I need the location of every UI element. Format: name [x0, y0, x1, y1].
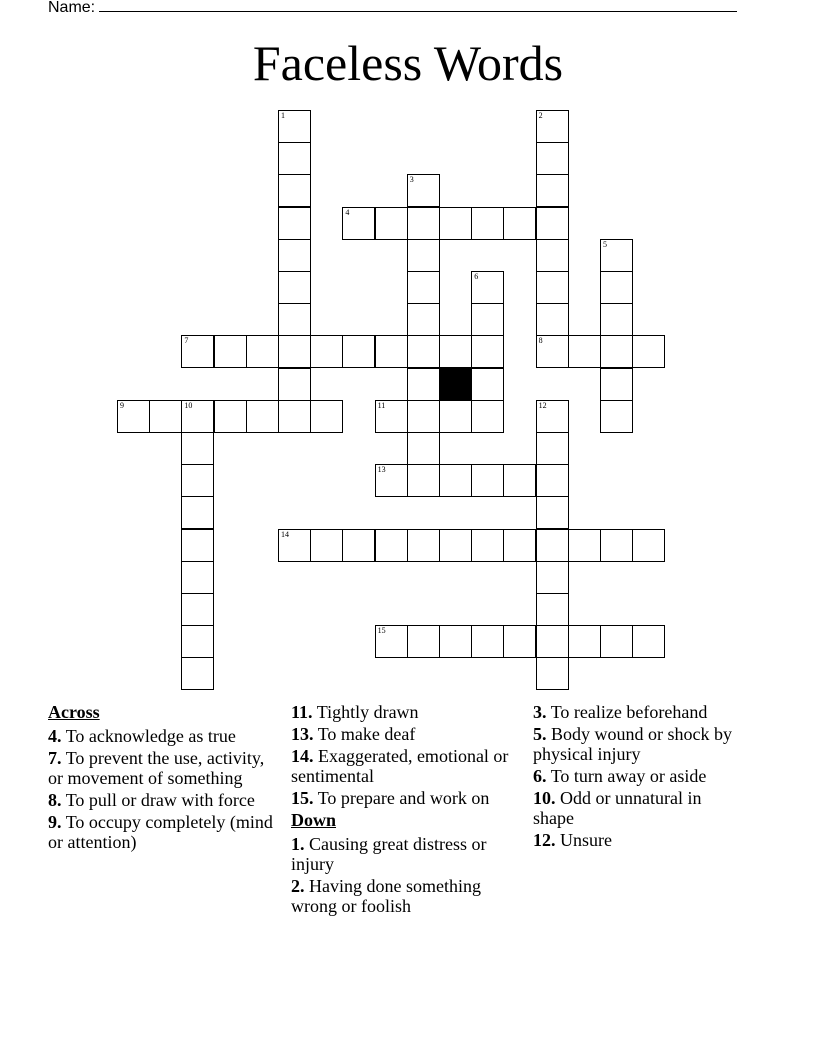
grid-cell[interactable] — [278, 142, 311, 175]
clue-across-8: 8. To pull or draw with force — [48, 790, 255, 810]
grid-cell[interactable] — [310, 335, 343, 368]
grid-cell[interactable] — [278, 335, 311, 368]
grid-cell[interactable] — [278, 529, 311, 562]
grid-cell[interactable] — [342, 529, 375, 562]
grid-cell[interactable] — [407, 529, 440, 562]
grid-cell[interactable] — [181, 657, 214, 690]
grid-cell[interactable] — [278, 271, 311, 304]
grid-cell[interactable] — [375, 400, 408, 433]
grid-cell[interactable] — [214, 400, 247, 433]
grid-cell[interactable] — [214, 335, 247, 368]
grid-cell[interactable] — [278, 174, 311, 207]
grid-cell[interactable] — [181, 593, 214, 626]
grid-cell[interactable] — [407, 271, 440, 304]
grid-cell[interactable] — [310, 529, 343, 562]
grid-cell[interactable] — [181, 561, 214, 594]
grid-cell[interactable] — [632, 529, 665, 562]
grid-cell[interactable] — [503, 529, 536, 562]
clue-number: 5 — [603, 239, 607, 249]
across-heading: Across — [48, 702, 100, 722]
grid-cell[interactable] — [471, 625, 504, 658]
clue-across-9: 9. To occupy completely (mind or attention) — [48, 812, 273, 852]
grid-cell[interactable] — [278, 368, 311, 401]
grid-cell[interactable] — [536, 529, 569, 562]
clues-column-2 — [291, 702, 527, 918]
grid-cell[interactable] — [278, 207, 311, 240]
grid-cell[interactable] — [407, 174, 440, 207]
grid-cell[interactable] — [632, 335, 665, 368]
grid-cell[interactable] — [600, 303, 633, 336]
grid-cell[interactable] — [181, 335, 214, 368]
grid-cell[interactable] — [600, 271, 633, 304]
clues-column-1 — [48, 702, 278, 854]
grid-cell[interactable] — [600, 335, 633, 368]
grid-cell[interactable] — [375, 625, 408, 658]
grid-cell[interactable] — [536, 593, 569, 626]
grid-cell[interactable] — [536, 657, 569, 690]
clue-number: 11 — [377, 400, 386, 410]
grid-cell[interactable] — [536, 239, 569, 272]
grid-cell[interactable] — [471, 400, 504, 433]
grid-cell[interactable] — [471, 529, 504, 562]
grid-cell[interactable] — [471, 368, 504, 401]
clue-down-3: 3. To realize beforehand — [533, 702, 708, 722]
black-square — [439, 368, 472, 401]
grid-cell[interactable] — [407, 400, 440, 433]
clue-number: 2 — [538, 111, 543, 120]
clue-number: 4 — [345, 207, 350, 217]
grid-cell[interactable] — [181, 496, 214, 529]
grid-cell[interactable] — [503, 207, 536, 240]
grid-cell[interactable] — [600, 625, 633, 658]
grid-cell[interactable] — [536, 496, 569, 529]
grid-cell[interactable] — [536, 464, 569, 497]
clue-down-5: 5. Body wound or shock by physical injury — [533, 724, 732, 764]
clues-column-3 — [533, 702, 743, 852]
grid-cell[interactable] — [278, 110, 311, 143]
grid-cell[interactable] — [407, 207, 440, 240]
grid-cell[interactable] — [439, 400, 472, 433]
grid-cell[interactable] — [536, 142, 569, 175]
clue-number: 7 — [184, 336, 189, 346]
grid-cell[interactable] — [536, 400, 569, 433]
clue-number: 9 — [120, 400, 124, 410]
grid-cell[interactable] — [536, 110, 569, 143]
clue-across-13: 13. To make deaf — [291, 724, 416, 744]
clue-number: 15 — [377, 626, 386, 636]
grid-cell[interactable] — [568, 625, 601, 658]
grid-cell[interactable] — [600, 400, 633, 433]
grid-cell[interactable] — [439, 529, 472, 562]
grid-cell[interactable] — [600, 529, 633, 562]
grid-cell[interactable] — [536, 561, 569, 594]
clue-across-7: 7. To prevent the use, activity, or movement of something — [48, 748, 265, 788]
grid-cell[interactable] — [375, 207, 408, 240]
grid-cell[interactable] — [568, 335, 601, 368]
clue-down-6: 6. To turn away or aside — [533, 766, 707, 786]
grid-cell[interactable] — [536, 271, 569, 304]
grid-cell[interactable] — [536, 207, 569, 240]
clue-number: 1 — [281, 111, 285, 120]
grid-cell[interactable] — [407, 464, 440, 497]
grid-cell[interactable] — [246, 400, 279, 433]
grid-cell[interactable] — [600, 368, 633, 401]
down-heading: Down — [291, 810, 337, 830]
clue-number: 8 — [538, 336, 543, 346]
grid-cell[interactable] — [375, 529, 408, 562]
clue-down-2: 2. Having done something wrong or foolish — [291, 876, 481, 916]
grid-cell[interactable] — [536, 174, 569, 207]
grid-cell[interactable] — [471, 303, 504, 336]
grid-cell[interactable] — [471, 464, 504, 497]
grid-cell[interactable] — [181, 400, 214, 433]
grid-cell[interactable] — [375, 335, 408, 368]
grid-cell[interactable] — [632, 625, 665, 658]
clue-number: 14 — [281, 529, 289, 539]
grid-cell[interactable] — [407, 432, 440, 465]
clue-number: 12 — [538, 400, 547, 410]
grid-cell[interactable] — [407, 239, 440, 272]
clue-across-11: 11. Tightly drawn — [291, 702, 419, 722]
grid-cell[interactable] — [471, 271, 504, 304]
grid-cell[interactable] — [503, 464, 536, 497]
grid-cell[interactable] — [342, 335, 375, 368]
grid-cell[interactable] — [342, 207, 375, 240]
grid-cell[interactable] — [117, 400, 150, 433]
grid-cell[interactable] — [600, 239, 633, 272]
clue-number: 13 — [377, 465, 386, 475]
clue-across-4: 4. To acknowledge as true — [48, 726, 236, 746]
grid-cell[interactable] — [181, 529, 214, 562]
grid-cell[interactable] — [439, 464, 472, 497]
grid-cell[interactable] — [181, 464, 214, 497]
clue-number: 10 — [184, 400, 193, 410]
grid-cell[interactable] — [149, 400, 182, 433]
grid-cell[interactable] — [375, 464, 408, 497]
grid-cell[interactable] — [181, 625, 214, 658]
grid-cell[interactable] — [536, 303, 569, 336]
grid-cell[interactable] — [310, 400, 343, 433]
grid-cell[interactable] — [278, 400, 311, 433]
grid-cell[interactable] — [471, 207, 504, 240]
grid-cell[interactable] — [439, 625, 472, 658]
clue-across-14: 14. Exaggerated, emotional or sentimental — [291, 746, 509, 786]
page-title: Faceless Words — [252, 35, 564, 91]
grid-cell[interactable] — [503, 625, 536, 658]
grid-cell[interactable] — [471, 335, 504, 368]
clue-across-15: 15. To prepare and work on — [291, 788, 490, 808]
grid-cell[interactable] — [278, 239, 311, 272]
grid-cell[interactable] — [407, 303, 440, 336]
clue-down-10: 10. Odd or unnatural in shape — [533, 788, 702, 828]
grid-cell[interactable] — [439, 335, 472, 368]
clue-number: 3 — [409, 175, 414, 185]
clue-down-1: 1. Causing great distress or injury — [291, 834, 487, 874]
grid-cell[interactable] — [181, 432, 214, 465]
grid-cell[interactable] — [246, 335, 279, 368]
name-underline[interactable] — [99, 0, 737, 12]
grid-cell[interactable] — [407, 368, 440, 401]
clue-number: 6 — [474, 272, 479, 281]
clue-down-12: 12. Unsure — [533, 830, 612, 850]
name-field[interactable] — [48, 0, 737, 17]
grid-cell[interactable] — [536, 335, 569, 368]
name-label: Name: — [48, 0, 96, 16]
grid-cell[interactable] — [536, 432, 569, 465]
grid-cell[interactable] — [407, 335, 440, 368]
grid-cell[interactable] — [568, 529, 601, 562]
grid-cell[interactable] — [439, 207, 472, 240]
grid-cell[interactable] — [278, 303, 311, 336]
grid-cell[interactable] — [407, 625, 440, 658]
grid-cell[interactable] — [536, 625, 569, 658]
